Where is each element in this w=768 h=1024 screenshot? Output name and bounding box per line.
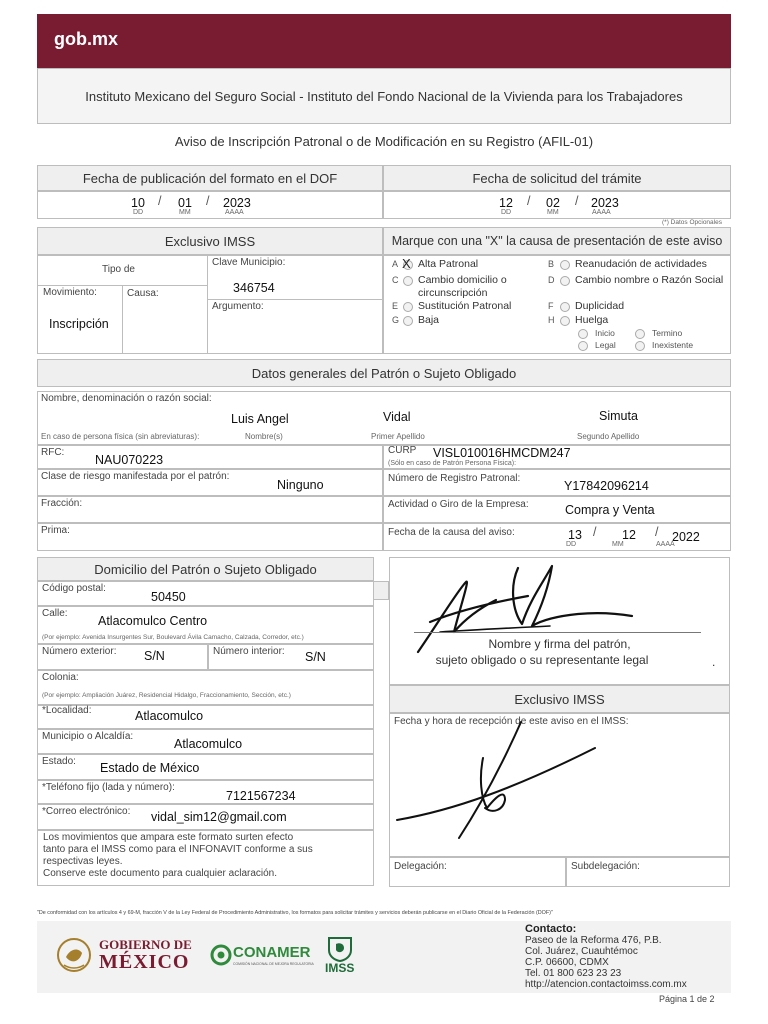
exclusivo-imss-box — [37, 255, 383, 354]
movimiento-value[interactable]: Inscripción — [49, 317, 109, 331]
option-radio-e[interactable] — [403, 302, 413, 312]
option-label-circunscripcion: circunscripción — [418, 287, 488, 299]
institution-name: Instituto Mexicano del Seguro Social - Instituto del Fondo Nacional de la Vivienda para los Trabajadores — [85, 88, 683, 104]
datos-generales-header: Datos generales del Patrón o Sujeto Obligado — [37, 359, 731, 387]
calle-example: (Por ejemplo: Avenida Insurgentes Sur, Boulevard Ávila Camacho, Calzada, Corredor, etc.) — [42, 634, 304, 641]
cp-label: Código postal: — [42, 583, 106, 594]
huelga-label-inexistente: Inexistente — [652, 340, 694, 350]
primer-apellido-value[interactable]: Vidal — [383, 410, 411, 424]
divider — [207, 255, 208, 354]
rfc-cell — [37, 445, 383, 469]
conamer-logo-icon — [210, 944, 232, 966]
mm-caption: MM — [612, 541, 624, 548]
municipio-label: Municipio o Alcaldía: — [42, 731, 134, 742]
fraccion-cell — [37, 496, 383, 523]
note-line: tanto para el IMSS como para el INFONAVIT conforme a sus — [43, 844, 313, 855]
gobierno-logo-line1: GOBIERNO DE — [99, 937, 192, 952]
imss-logo-text: IMSS — [325, 961, 355, 975]
request-day[interactable]: 12 — [499, 196, 513, 210]
argumento-label: Argumento: — [212, 301, 264, 312]
registro-patronal-label: Número de Registro Patronal: — [388, 473, 521, 484]
option-letter-g: G — [392, 315, 400, 325]
recepcion-signature — [395, 718, 635, 843]
huelga-radio-legal[interactable] — [578, 341, 588, 351]
huelga-radio-termino[interactable] — [635, 329, 645, 339]
localidad-label: *Localidad: — [42, 705, 92, 716]
option-label-baja: Baja — [418, 314, 440, 326]
huelga-radio-inexistente[interactable] — [635, 341, 645, 351]
dof-month[interactable]: 01 — [178, 196, 192, 210]
correo-label: *Correo electrónico: — [42, 806, 131, 817]
delegacion-label: Delegación: — [394, 861, 447, 872]
mm-caption: MM — [179, 209, 191, 216]
estado-cell — [37, 754, 374, 780]
rfc-label: RFC: — [41, 447, 65, 458]
dof-date-header: Fecha de publicación del formato en el DOF — [37, 165, 383, 191]
imss-logo-icon — [326, 936, 354, 962]
date-slash: / — [206, 194, 210, 208]
primer-apellido-caption: Primer Apellido — [371, 432, 425, 441]
divider — [207, 299, 383, 300]
segundo-apellido-value[interactable]: Simuta — [599, 409, 638, 423]
contacto-url[interactable]: http://atencion.contactoimss.com.mx — [525, 979, 687, 990]
num-int-value[interactable]: S/N — [305, 650, 326, 664]
num-ext-label: Número exterior: — [42, 646, 117, 657]
colonia-cell — [37, 670, 374, 705]
option-label-duplicidad: Duplicidad — [575, 300, 625, 312]
domicilio-note — [43, 832, 313, 880]
option-label-cambio-domicilio: Cambio domicilio o — [418, 274, 507, 286]
date-slash: / — [527, 194, 531, 208]
date-slash: / — [655, 525, 659, 539]
divider — [37, 285, 207, 286]
correo-value[interactable]: vidal_sim12@gmail.com — [151, 810, 287, 824]
aaaa-caption: AAAA — [225, 209, 244, 216]
rfc-value[interactable]: NAU070223 — [95, 453, 164, 467]
option-radio-c[interactable] — [403, 276, 413, 286]
curp-note: (Sólo en caso de Patrón Persona Física): — [388, 460, 517, 467]
option-letter-h: H — [548, 315, 555, 325]
dd-caption: DD — [566, 541, 577, 548]
conamer-logo-subtext: COMISIÓN NACIONAL DE MEJORA REGULATORIA — [233, 962, 314, 966]
huelga-label-inicio: Inicio — [595, 328, 615, 338]
note-line: Los movimientos que ampara este formato surten efecto — [43, 832, 294, 843]
clave-municipio-label: Clave Municipio: — [212, 257, 286, 268]
cp-value[interactable]: 50450 — [151, 590, 186, 604]
option-label-alta-patronal: Alta Patronal — [418, 258, 479, 270]
option-letter-a: A — [392, 259, 399, 269]
colonia-label: Colonia: — [42, 672, 79, 683]
recepcion-header: Exclusivo IMSS — [389, 685, 730, 713]
fraccion-label: Fracción: — [41, 498, 83, 509]
institution-box — [37, 68, 731, 124]
registro-patronal-value[interactable]: Y17842096214 — [564, 479, 649, 493]
nombre-label: Nombre, denominación o razón social: — [41, 393, 212, 404]
date-slash: / — [158, 194, 162, 208]
contacto-title: Contacto: — [525, 923, 577, 935]
firma-dot: . — [712, 655, 716, 669]
localidad-value[interactable]: Atlacomulco — [135, 709, 204, 723]
huelga-radio-inicio[interactable] — [578, 329, 588, 339]
option-letter-d: D — [548, 275, 555, 285]
aaaa-caption: AAAA — [656, 541, 675, 548]
nombre-value[interactable]: Luis Angel — [231, 412, 289, 426]
exclusivo-imss-header: Exclusivo IMSS — [37, 227, 383, 255]
gob-header-banner — [37, 14, 731, 68]
causa-header: Marque con una "X" la causa de presentación de este aviso — [383, 227, 731, 255]
num-ext-value[interactable]: S/N — [144, 649, 165, 663]
dd-caption: DD — [501, 209, 512, 216]
option-radio-g[interactable] — [403, 316, 413, 326]
contacto-line: C.P. 06600, CDMX — [525, 957, 609, 968]
form-title: Aviso de Inscripción Patronal o de Modificación en su Registro (AFIL-01) — [174, 134, 594, 149]
contacto-line: Paseo de la Reforma 476, P.B. — [525, 935, 662, 946]
gob-mx-logo[interactable]: gob.mx — [54, 29, 119, 49]
date-slash: / — [575, 194, 579, 208]
note-line: respectivas leyes. — [43, 856, 123, 867]
colonia-example: (Por ejemplo: Ampliación Juárez, Residencial Hidalgo, Fraccionamiento, Sección, etc.) — [42, 692, 291, 699]
causa-label: Causa: — [127, 288, 159, 299]
option-a-x-mark: X — [402, 256, 411, 271]
option-radio-f[interactable] — [560, 302, 570, 312]
contacto-line: Tel. 01 800 623 23 23 — [525, 968, 622, 979]
fecha-causa-year[interactable]: 2022 — [672, 530, 700, 544]
subdelegacion-label: Subdelegación: — [571, 861, 640, 872]
mm-caption: MM — [547, 209, 559, 216]
telefono-value[interactable]: 7121567234 — [226, 789, 296, 803]
actividad-label: Actividad o Giro de la Empresa: — [388, 499, 529, 510]
request-year[interactable]: 2023 — [591, 196, 619, 210]
huelga-label-termino: Termino — [652, 328, 683, 338]
gobierno-logo-line2: MÉXICO — [99, 951, 190, 973]
telefono-label: *Teléfono fijo (lada y número): — [42, 782, 175, 793]
clase-riesgo-label: Clase de riesgo manifestada por el patrón: — [41, 471, 230, 482]
option-letter-e: E — [392, 301, 399, 311]
aaaa-caption: AAAA — [592, 209, 611, 216]
curp-value[interactable]: VISL010016HMCDM247 — [433, 446, 571, 460]
option-letter-b: B — [548, 259, 555, 269]
option-label-cambio-nombre: Cambio nombre o Razón Social — [575, 274, 724, 286]
fecha-causa-label: Fecha de la causa del aviso: — [388, 527, 515, 538]
actividad-value[interactable]: Compra y Venta — [565, 503, 655, 517]
dd-caption: DD — [133, 209, 144, 216]
prima-label: Prima: — [41, 525, 70, 536]
recepcion-fecha-label: Fecha y hora de recepción de este aviso en el IMSS: — [394, 716, 629, 727]
firma-caption-1: Nombre y firma del patrón, — [488, 637, 631, 651]
calle-label: Calle: — [42, 608, 68, 619]
escudo-mexico-icon — [56, 935, 92, 975]
option-label-sustitucion: Sustitución Patronal — [418, 300, 512, 312]
option-radio-h[interactable] — [560, 316, 570, 326]
divider — [122, 285, 123, 354]
request-date-header: Fecha de solicitud del trámite — [383, 165, 731, 191]
persona-fisica-note: En caso de persona física (sin abreviaturas): — [41, 432, 200, 441]
fecha-causa-day[interactable]: 13 — [568, 528, 582, 542]
option-radio-d[interactable] — [560, 276, 570, 286]
contacto-info — [525, 935, 687, 990]
option-label-huelga: Huelga — [575, 314, 609, 326]
firma-caption-2: sujeto obligado o su representante legal — [435, 653, 649, 667]
huelga-label-legal: Legal — [595, 340, 616, 350]
conamer-logo-text: CONAMER — [233, 944, 311, 961]
num-int-label: Número interior: — [213, 646, 285, 657]
clase-riesgo-value[interactable]: Ninguno — [277, 478, 324, 492]
segundo-apellido-caption: Segundo Apellido — [577, 432, 640, 441]
clave-municipio-value[interactable]: 346754 — [233, 281, 275, 295]
option-letter-f: F — [548, 301, 554, 311]
dof-date-box — [37, 191, 383, 219]
municipio-value[interactable]: Atlacomulco — [174, 737, 243, 751]
contacto-line: Col. Juárez, Cuauhtémoc — [525, 946, 638, 957]
estado-value[interactable]: Estado de México — [100, 761, 200, 775]
option-radio-b[interactable] — [560, 260, 570, 270]
calle-value[interactable]: Atlacomulco Centro — [98, 614, 208, 628]
nombres-caption: Nombre(s) — [245, 432, 283, 441]
dof-year[interactable]: 2023 — [223, 196, 251, 210]
option-letter-c: C — [392, 275, 399, 285]
fecha-causa-month[interactable]: 12 — [622, 528, 636, 542]
domicilio-header: Domicilio del Patrón o Sujeto Obligado — [37, 557, 374, 581]
dof-day[interactable]: 10 — [131, 196, 145, 210]
request-month[interactable]: 02 — [546, 196, 560, 210]
option-label-reanudacion: Reanudación de actividades — [575, 258, 707, 270]
firma-line — [414, 632, 701, 633]
movimiento-label: Movimiento: — [43, 287, 97, 298]
estado-label: Estado: — [42, 756, 76, 767]
prima-cell — [37, 523, 383, 551]
tipo-de-label: Tipo de — [102, 264, 135, 275]
note-line: Conserve este documento para cualquier aclaración. — [43, 868, 278, 879]
optional-data-note: (*) Datos Opcionales — [662, 219, 722, 226]
legal-note: "De conformidad con los artículos 4 y 69-M, fracción V de la Ley Federal de Procedimiento Administrativo, los formatos para solicitar trámites y servicios deberán publicarse en el Diario Oficial de la Federación (DOF)" — [37, 910, 553, 916]
date-slash: / — [593, 525, 597, 539]
page-number: Página 1 de 2 — [659, 994, 715, 1004]
curp-label: CURP — [388, 445, 417, 456]
